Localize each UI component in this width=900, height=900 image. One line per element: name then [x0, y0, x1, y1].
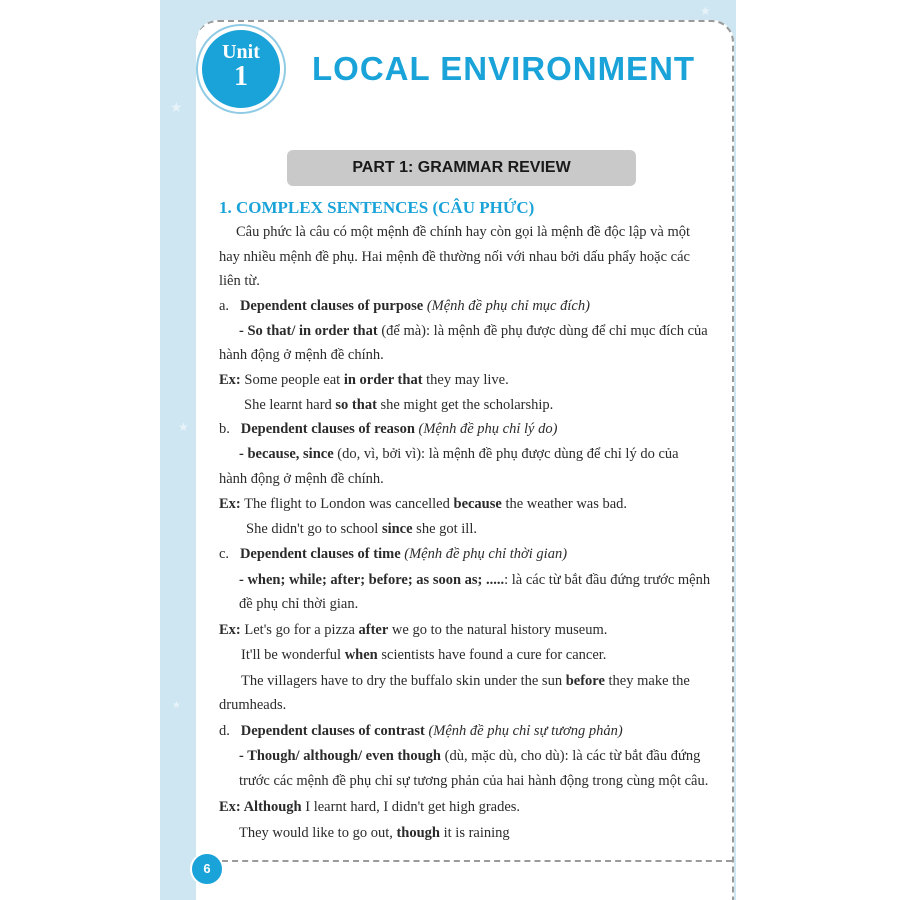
clause-letter: d.	[219, 723, 230, 739]
clause-desc-d-line2: trước các mệnh đề phụ chỉ sự tương phản của hai hành động trong cùng một câu.	[239, 773, 709, 789]
unit-word: Unit	[222, 41, 260, 63]
example-a1	[219, 371, 509, 389]
ex-text: The villagers have to dry the buffalo skin under the sun	[241, 673, 566, 689]
keyword: - when; while; after; before; as soon as; .....	[239, 572, 505, 588]
intro-line: hay nhiều mệnh đề phụ. Hai mệnh đề thường nối với nhau bởi dấu phẩy hoặc các	[219, 249, 690, 265]
example-c3-line2: drumheads.	[219, 697, 287, 713]
clause-desc-b	[239, 445, 679, 463]
example-c1	[219, 621, 607, 639]
clause-title-vi: (Mệnh đề phụ chỉ thời gian)	[404, 546, 568, 562]
clause-desc-c-line2: đề phụ chỉ thời gian.	[239, 596, 359, 612]
intro-line: liên từ.	[219, 273, 260, 289]
ex-text: we go to the natural history museum.	[388, 622, 608, 638]
unit-badge	[198, 26, 284, 112]
clause-title-vi: (Mệnh đề phụ chỉ sự tương phản)	[428, 723, 623, 739]
clause-heading-d	[219, 722, 623, 740]
clause-desc-d	[239, 747, 700, 765]
clause-letter: a.	[219, 298, 230, 314]
ex-keyword: Although	[240, 799, 302, 815]
ex-text: they may live.	[422, 372, 509, 388]
ex-text: They would like to go out,	[239, 825, 397, 841]
ex-keyword: since	[381, 521, 413, 537]
ex-text: scientists have found a cure for cancer.	[377, 647, 607, 663]
keyword: - Though/ although/ even though	[239, 748, 441, 764]
clause-heading-a	[219, 297, 590, 315]
star-icon: ★	[178, 420, 189, 434]
clause-desc-a-line2: hành động ở mệnh đề chính.	[219, 347, 384, 363]
ex-label: Ex:	[219, 496, 241, 512]
clause-heading-c	[219, 545, 567, 563]
ex-keyword: so that	[335, 397, 377, 413]
clause-desc-a	[239, 322, 708, 340]
ex-text: She didn't go to school	[246, 521, 382, 537]
clause-title: Dependent clauses of time	[239, 546, 401, 562]
keyword: - because, since	[239, 446, 334, 462]
clause-title: Dependent clauses of reason	[240, 421, 415, 437]
clause-desc-b-line2: hành động ở mệnh đề chính.	[219, 471, 384, 487]
part-banner: PART 1: GRAMMAR REVIEW	[287, 150, 636, 186]
unit-title: LOCAL ENVIRONMENT	[312, 50, 696, 87]
example-d1	[219, 798, 520, 816]
star-icon: ★	[700, 4, 711, 18]
clause-heading-b	[219, 420, 557, 438]
ex-text: Some people eat	[240, 372, 344, 388]
section-heading: 1. COMPLEX SENTENCES (CÂU PHỨC)	[219, 198, 535, 217]
ex-text: the weather was bad.	[501, 496, 628, 512]
clause-title: Dependent clauses of purpose	[239, 298, 424, 314]
clause-title: Dependent clauses of contrast	[240, 723, 425, 739]
star-icon: ★	[172, 700, 181, 711]
ex-text: she might get the scholarship.	[376, 397, 554, 413]
example-b1	[219, 495, 627, 513]
keyword: - So that/ in order that	[239, 323, 378, 339]
ex-keyword: in order that	[343, 372, 423, 388]
ex-label: Ex:	[219, 372, 241, 388]
ex-text: I learnt hard, I didn't get high grades.	[301, 799, 521, 815]
desc-text: (do, vì, bởi vì): là mệnh đề phụ được dùng để chỉ lý do của	[333, 446, 679, 462]
ex-text: The flight to London was cancelled	[240, 496, 454, 512]
example-a2	[244, 396, 553, 414]
clause-title-vi: (Mệnh đề phụ chỉ mục đích)	[426, 298, 590, 314]
star-icon: ★	[170, 100, 183, 116]
ex-text: She learnt hard	[244, 397, 336, 413]
clause-letter: b.	[219, 421, 230, 437]
example-c2	[241, 646, 606, 664]
ex-keyword: when	[344, 647, 378, 663]
clause-letter: c.	[219, 546, 230, 562]
ex-text: she got ill.	[412, 521, 477, 537]
ex-label: Ex:	[219, 622, 241, 638]
page-number: 6	[190, 852, 224, 886]
desc-text: (dù, mặc dù, cho dù): là các từ bắt đầu đứng	[441, 748, 701, 764]
ex-keyword: after	[358, 622, 389, 638]
ex-label: Ex:	[219, 799, 241, 815]
desc-text: (để mà): là mệnh đề phụ được dùng để chỉ mục đích của	[377, 323, 708, 339]
clause-title-vi: (Mệnh đề phụ chỉ lý do)	[418, 421, 558, 437]
ex-text: it is raining	[440, 825, 510, 841]
clause-desc-c	[239, 571, 710, 589]
ex-keyword: because	[453, 496, 502, 512]
unit-number: 1	[234, 61, 248, 92]
ex-text: It'll be wonderful	[241, 647, 345, 663]
desc-text: : là các từ bắt đầu đứng trước mệnh	[504, 572, 711, 588]
intro-line: Câu phức là câu có một mệnh đề chính hay còn gọi là mệnh đề độc lập và một	[236, 224, 691, 240]
example-c3	[241, 672, 690, 690]
ex-keyword: before	[565, 673, 605, 689]
ex-keyword: though	[396, 825, 440, 841]
example-b2	[246, 520, 477, 538]
ex-text: they make the	[604, 673, 690, 689]
example-d2	[239, 824, 510, 842]
footer-divider	[222, 860, 732, 862]
ex-text: Let's go for a pizza	[240, 622, 359, 638]
